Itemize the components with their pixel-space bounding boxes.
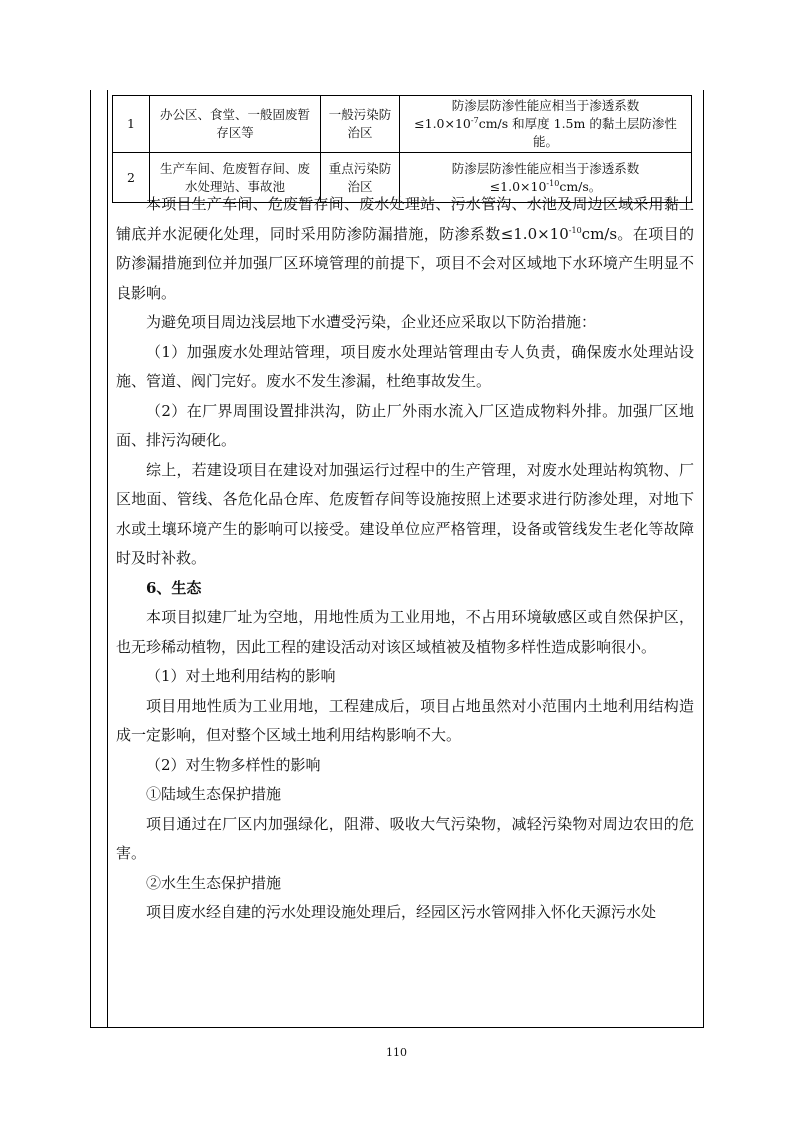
frame-inner-line — [107, 90, 108, 1028]
requirement-line: 防渗层防渗性能应相当于渗透系数 — [451, 98, 640, 113]
requirement-cell — [400, 96, 692, 153]
requirement-line — [404, 115, 687, 151]
paragraph-text: cm/s。在项目的防渗漏措施到位并加强厂区环境管理的前提下，项目不会对区域地下水环境产生明显不良影响。 — [116, 224, 694, 302]
subheading: （2）对生物多样性的影响 — [146, 755, 321, 774]
paragraph: 项目用地性质为工业用地，工程建成后，项目占地虽然对小范围内土地利用结构造成一定影响，但对整个区域土地利用结构影响不大。 — [116, 696, 694, 744]
paragraph: （2）在厂界周围设置排洪沟，防止厂外雨水流入厂区造成物料外排。加强厂区地面、排污沟硬化。 — [116, 401, 694, 449]
zone-cell: 一般污染防治区 — [321, 96, 400, 153]
requirement-text: ≤1.0×10 — [414, 116, 471, 131]
paragraph: 项目废水经自建的污水处理设施处理后，经园区污水管网排入怀化天源污水处 — [146, 903, 657, 921]
section-heading: 6、生态 — [146, 578, 202, 597]
exponent: -10 — [568, 225, 582, 235]
area-cell: 生产车间、危废暂存间、废水处理站、事故池 — [150, 153, 321, 203]
paragraph — [116, 190, 694, 308]
table-row — [113, 96, 692, 153]
exponent: -7 — [470, 115, 479, 125]
paragraph: 为避免项目周边浅层地下水遭受污染，企业还应采取以下防治措施： — [146, 313, 597, 331]
zone-cell: 重点污染防治区 — [321, 153, 400, 203]
exponent: -10 — [546, 178, 560, 188]
requirement-text: ≤1.0×10 — [489, 178, 547, 194]
subheading: ①陆域生态保护措施 — [146, 785, 282, 803]
page-number: 110 — [386, 1046, 407, 1059]
subheading: （1）对土地利用结构的影响 — [146, 667, 336, 685]
paragraph-text: 本项目生产车间、危废暂存间、废水处理站、污水管沟、水池及周边区域采用黏土铺底并水泥硬化处理，同时采用防渗防漏措施，防渗系数≤1.0×10 — [116, 195, 694, 243]
paragraph: 项目通过在厂区内加强绿化，阻滞、吸收大气污染物，减轻污染物对周边农田的危害。 — [116, 814, 694, 862]
requirement-text: cm/s 和厚度 1.5m 的黏土层防渗性能。 — [478, 116, 677, 149]
requirement-text: cm/s。 — [559, 178, 602, 194]
paragraph: 本项目拟建厂址为空地，用地性质为工业用地，不占用环境敏感区或自然保护区，也无珍稀动植物，因此工程的建设活动对该区域植被及植物多样性造成影响很小。 — [116, 608, 694, 656]
paragraph: （1）加强废水处理站管理，项目废水处理站管理由专人负责，确保废水处理站设施、管道、阀门完好。废水不发生渗漏，杜绝事故发生。 — [116, 342, 694, 390]
paragraph: 综上，若建设项目在建设对加强运行过程中的生产管理，对废水处理站构筑物、厂区地面、管线、各危化品仓库、危废暂存间等设施按照上述要求进行防渗处理，对地下水或土壤环境产生的影响可以接受。建设单位应严格管理，设备或管线发生老化等故障时及时补救。 — [116, 460, 694, 567]
seepage-zone-table — [112, 95, 692, 203]
row-number: 1 — [113, 96, 150, 153]
subheading: ②水生生态保护措施 — [146, 873, 282, 892]
body-text — [116, 190, 694, 928]
requirement-line: 防渗层防渗性能应相当于渗透系数 — [451, 160, 640, 176]
row-number: 2 — [113, 153, 150, 203]
area-cell: 办公区、食堂、一般固废暂存区等 — [150, 96, 321, 153]
